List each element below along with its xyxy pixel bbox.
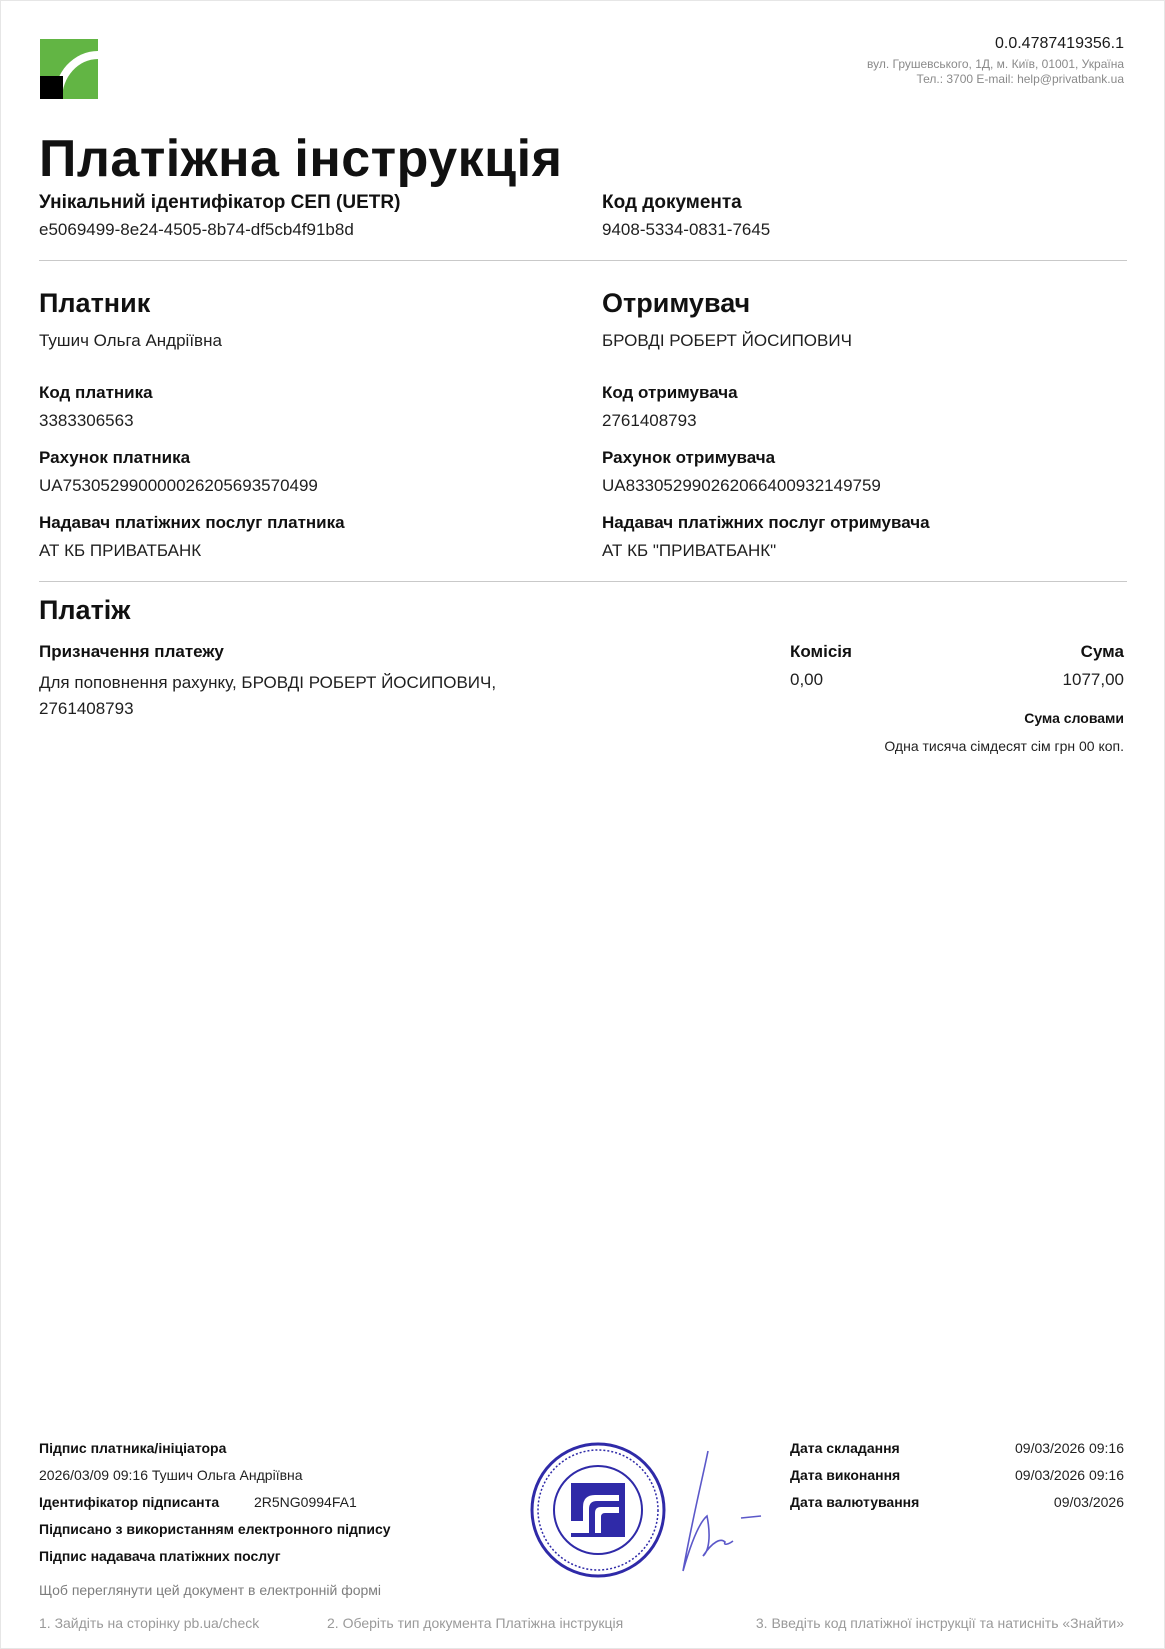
doc-code-value: 9408-5334-0831-7645	[602, 220, 771, 239]
executed-date-label: Дата виконання	[790, 1467, 901, 1483]
commission-value: 0,00	[790, 670, 824, 689]
uetr-label: Унікальний ідентифікатор СЕП (UETR)	[39, 192, 401, 213]
payer-provider-label: Надавач платіжних послуг платника	[39, 513, 345, 532]
recipient-account-label: Рахунок отримувача	[602, 448, 776, 467]
recipient-account-value: UA833052990262066400932149759	[602, 476, 881, 495]
recipient-provider-value: АТ КБ "ПРИВАТБАНК"	[602, 541, 777, 560]
executed-date-value: 09/03/2026 09:16	[1015, 1467, 1124, 1483]
provider-sign-label: Підпис надавача платіжних послуг	[39, 1548, 281, 1564]
value-date-label: Дата валютування	[790, 1494, 920, 1510]
footer-step-1: 1. Зайдіть на сторінку pb.ua/check	[39, 1615, 260, 1631]
payer-name	[39, 331, 222, 351]
payer-account-value: UA753052990000026205693570499	[39, 476, 318, 495]
recipient-provider-label: Надавач платіжних послуг отримувача	[602, 513, 930, 532]
payment-heading: Платіж	[39, 595, 131, 625]
created-date-value: 09/03/2026 09:16	[1015, 1440, 1124, 1456]
recipient-name-value: БРОВДІ РОБЕРТ ЙОСИПОВИЧ	[602, 331, 852, 350]
privatbank-logo	[40, 39, 98, 99]
payer-name-value: Тушич Ольга Андріївна	[39, 331, 222, 350]
sum-label: Сума	[1080, 642, 1124, 661]
divider	[39, 260, 1127, 261]
document-number: 0.0.4787419356.1	[994, 35, 1124, 52]
purpose-label: Призначення платежу	[39, 642, 224, 661]
esign-note: Підписано з використанням електронного підпису	[39, 1521, 391, 1537]
sum-words-value: Одна тисяча сімдесят сім грн 00 коп.	[884, 738, 1124, 754]
recipient-provider-block	[602, 513, 930, 561]
purpose-block	[39, 642, 559, 722]
sum-words-label: Сума словами	[1024, 710, 1124, 726]
recipient-name	[602, 331, 852, 351]
payer-provider-block	[39, 513, 345, 561]
purpose-value: Для поповнення рахунку, БРОВДІ РОБЕРТ ЙОСИПОВИЧ, 2761408793	[39, 673, 497, 718]
doc-code-label: Код документа	[602, 192, 742, 213]
payer-account-label: Рахунок платника	[39, 448, 191, 467]
payer-sign-label: Підпис платника/ініціатора	[39, 1440, 227, 1456]
footer-intro: Щоб переглянути цей документ в електронній формі	[39, 1582, 382, 1598]
bank-seal-stamp	[529, 1441, 667, 1579]
payer-account-block	[39, 448, 318, 496]
payer-code-label: Код платника	[39, 383, 153, 402]
bank-address: вул. Грушевського, 1Д, м. Київ, 01001, Україна	[867, 57, 1124, 71]
payer-code-block	[39, 383, 153, 431]
recipient-code-block	[602, 383, 738, 431]
bank-contacts: Тел.: 3700 E-mail: help@privatbank.ua	[916, 72, 1124, 86]
handwritten-signature	[663, 1446, 763, 1576]
payer-sign-value: 2026/03/09 09:16 Тушич Ольга Андріївна	[39, 1467, 303, 1483]
sum-value: 1077,00	[1062, 670, 1124, 689]
recipient-code-value: 2761408793	[602, 411, 697, 430]
footer-step-2: 2. Оберіть тип документа Платіжна інструкція	[327, 1615, 624, 1631]
payer-provider-value: АТ КБ ПРИВАТБАНК	[39, 541, 202, 560]
sum-words-block	[884, 710, 1124, 754]
divider	[39, 581, 1127, 582]
uetr-block	[39, 192, 400, 240]
commission-block	[790, 642, 852, 690]
payer-code-value: 3383306563	[39, 411, 134, 430]
commission-label: Комісія	[790, 642, 852, 661]
payer-heading: Платник	[39, 288, 151, 318]
sum-block	[1063, 642, 1124, 690]
value-date-value: 09/03/2026	[1053, 1494, 1124, 1510]
recipient-code-label: Код отримувача	[602, 383, 738, 402]
recipient-account-block	[602, 448, 881, 496]
page-title: Платіжна інструкція	[39, 130, 563, 188]
uetr-value: e5069499-8e24-4505-8b74-df5cb4f91b8d	[39, 220, 354, 239]
recipient-heading: Отримувач	[602, 288, 751, 318]
signer-id-label: Ідентифікатор підписанта	[39, 1494, 220, 1510]
created-date-label: Дата складання	[790, 1440, 900, 1456]
signer-id-value: 2R5NG0994FA1	[254, 1494, 357, 1510]
footer-step-3: 3. Введіть код платіжної інструкції та натисніть «Знайти»	[755, 1615, 1124, 1631]
header-info	[867, 35, 1124, 87]
doc-code-block	[602, 192, 770, 240]
